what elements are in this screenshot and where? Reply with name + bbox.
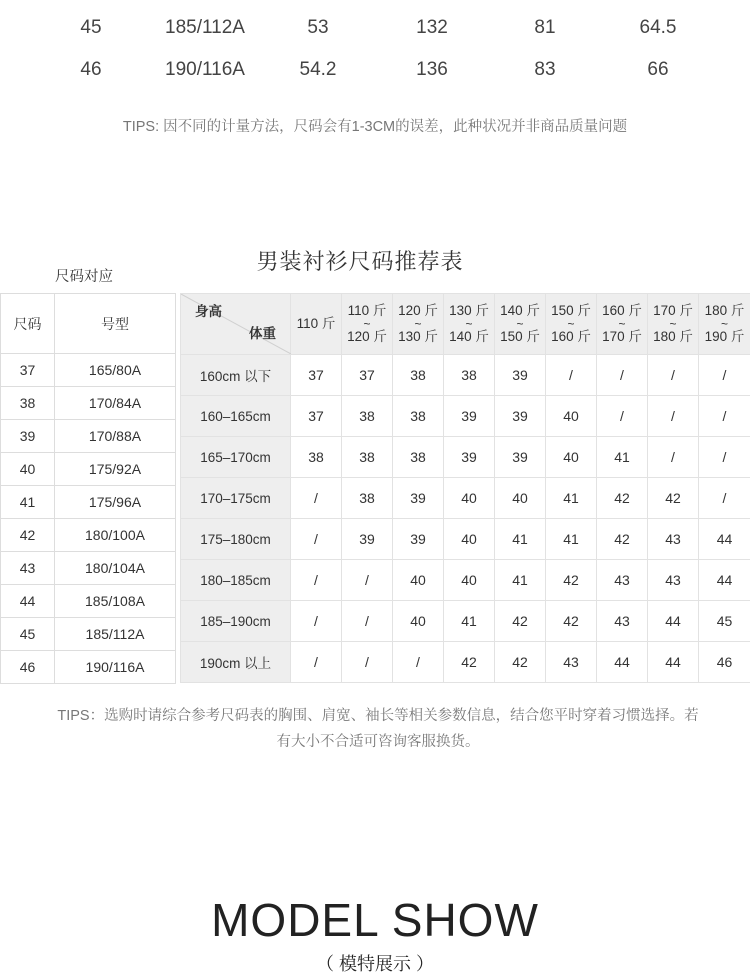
model-cell: 190/116A	[55, 651, 176, 684]
table-cell: 46	[80, 50, 101, 90]
table-row	[0, 50, 750, 90]
size-value-cell: 39	[342, 519, 393, 560]
size-value-cell: 42	[546, 560, 597, 601]
size-value-cell: 39	[495, 437, 546, 478]
weight-header-3	[444, 294, 495, 355]
weight-to: 120 斤	[342, 329, 392, 345]
size-value-cell: 42	[495, 601, 546, 642]
size-map-title: 尺码对应	[55, 265, 113, 286]
table-row	[1, 651, 176, 684]
size-value-cell: /	[342, 560, 393, 601]
model-cell: 170/84A	[55, 387, 176, 420]
size-cell: 43	[1, 552, 55, 585]
model-cell: 170/88A	[55, 420, 176, 453]
header-size: 尺码	[1, 294, 55, 354]
height-cell: 160–165cm	[181, 396, 291, 437]
size-value-cell: 40	[444, 560, 495, 601]
weight-to: 130 斤	[393, 329, 443, 345]
size-value-cell: 38	[393, 355, 444, 396]
table-cell: 53	[307, 8, 328, 48]
size-value-cell: 40	[546, 396, 597, 437]
corner-weight-label: 体重	[249, 326, 276, 342]
range-tilde: ~	[699, 319, 750, 329]
size-value-cell: /	[291, 560, 342, 601]
table-row	[181, 519, 750, 560]
height-cell: 160cm 以下	[181, 355, 291, 396]
size-value-cell: 41	[546, 519, 597, 560]
size-value-cell: 41	[546, 478, 597, 519]
size-value-cell: 38	[342, 437, 393, 478]
weight-to: 150 斤	[495, 329, 545, 345]
size-recommend-table	[180, 293, 750, 683]
size-value-cell: 40	[393, 601, 444, 642]
size-value-cell: 37	[291, 355, 342, 396]
height-cell: 190cm 以上	[181, 642, 291, 683]
table-cell: 54.2	[300, 50, 337, 90]
size-value-cell: /	[648, 355, 699, 396]
size-value-cell: /	[699, 396, 750, 437]
table-cell: 190/116A	[165, 50, 245, 90]
size-value-cell: 44	[648, 642, 699, 683]
weight-header-2	[393, 294, 444, 355]
table-cell: 81	[534, 8, 555, 48]
tips-line: TIPS：选购时请综合参考尺码表的胸围、肩宽、袖长等相关参数信息，结合您平时穿着习惯选择。若	[18, 703, 738, 729]
model-cell: 185/112A	[55, 618, 176, 651]
size-value-cell: /	[648, 396, 699, 437]
table-row	[1, 585, 176, 618]
size-cell: 44	[1, 585, 55, 618]
range-tilde: ~	[495, 319, 545, 329]
height-cell: 175–180cm	[181, 519, 291, 560]
weight-header-7	[648, 294, 699, 355]
size-value-cell: 42	[444, 642, 495, 683]
size-value-cell: 44	[648, 601, 699, 642]
size-value-cell: 42	[495, 642, 546, 683]
table-cell: 45	[80, 8, 101, 48]
size-value-cell: /	[393, 642, 444, 683]
table-row	[0, 8, 750, 48]
size-value-cell: 41	[597, 437, 648, 478]
weight-header-1	[342, 294, 393, 355]
size-value-cell: 38	[291, 437, 342, 478]
size-value-cell: /	[597, 355, 648, 396]
table-header-row	[1, 294, 176, 354]
model-cell: 165/80A	[55, 354, 176, 387]
size-cell: 46	[1, 651, 55, 684]
table-row	[181, 437, 750, 478]
weight-to: 160 斤	[546, 329, 596, 345]
size-value-cell: 44	[597, 642, 648, 683]
range-tilde: ~	[444, 319, 494, 329]
size-value-cell: 39	[444, 437, 495, 478]
size-value-cell: 43	[546, 642, 597, 683]
size-value-cell: 42	[597, 519, 648, 560]
size-value-cell: /	[342, 642, 393, 683]
range-tilde: ~	[648, 319, 698, 329]
size-value-cell: /	[291, 642, 342, 683]
size-value-cell: /	[342, 601, 393, 642]
table-cell: 132	[416, 8, 448, 48]
size-cell: 38	[1, 387, 55, 420]
size-value-cell: 41	[495, 519, 546, 560]
weight-to: 180 斤	[648, 329, 698, 345]
header-model: 号型	[55, 294, 176, 354]
weight-from: 160 斤	[597, 303, 647, 319]
size-value-cell: 39	[393, 519, 444, 560]
size-value-cell: 40	[495, 478, 546, 519]
table-row	[1, 552, 176, 585]
size-cell: 42	[1, 519, 55, 552]
weight-from: 130 斤	[444, 303, 494, 319]
size-value-cell: /	[699, 437, 750, 478]
size-value-cell: 40	[393, 560, 444, 601]
size-value-cell: 43	[648, 560, 699, 601]
size-value-cell: 37	[342, 355, 393, 396]
weight-from: 140 斤	[495, 303, 545, 319]
size-value-cell: /	[291, 519, 342, 560]
size-value-cell: 39	[393, 478, 444, 519]
table-row	[1, 618, 176, 651]
weight-from: 110 斤	[342, 303, 392, 319]
model-cell: 180/104A	[55, 552, 176, 585]
corner-cell	[181, 294, 291, 355]
range-tilde: ~	[393, 319, 443, 329]
weight-header-6	[597, 294, 648, 355]
size-value-cell: 44	[699, 560, 750, 601]
table-cell: 185/112A	[165, 8, 245, 48]
size-cell: 37	[1, 354, 55, 387]
size-value-cell: 42	[648, 478, 699, 519]
table-cell: 64.5	[640, 8, 677, 48]
size-value-cell: 46	[699, 642, 750, 683]
table-row	[1, 486, 176, 519]
size-value-cell: 38	[444, 355, 495, 396]
table-row	[181, 642, 750, 683]
table-row	[181, 560, 750, 601]
table-cell: 66	[647, 50, 668, 90]
model-cell: 175/92A	[55, 453, 176, 486]
size-value-cell: /	[699, 478, 750, 519]
size-cell: 41	[1, 486, 55, 519]
size-map-table	[0, 293, 176, 684]
size-value-cell: 38	[342, 478, 393, 519]
size-value-cell: 39	[495, 355, 546, 396]
size-value-cell: /	[291, 601, 342, 642]
table-row	[1, 453, 176, 486]
size-cell: 45	[1, 618, 55, 651]
tips-measurement-error: TIPS: 因不同的计量方法，尺码会有1-3CM的误差，此种状况并非商品质量问题	[0, 115, 750, 136]
page-title: 男装衬衫尺码推荐表	[0, 245, 720, 276]
weight-header-8	[699, 294, 750, 355]
size-cell: 40	[1, 453, 55, 486]
model-cell: 180/100A	[55, 519, 176, 552]
size-value-cell: 40	[444, 478, 495, 519]
size-value-cell: 38	[342, 396, 393, 437]
table-header-row	[181, 294, 750, 355]
range-tilde: ~	[597, 319, 647, 329]
size-value-cell: 43	[597, 601, 648, 642]
corner-height-label: 身高	[195, 304, 222, 320]
height-cell: 185–190cm	[181, 601, 291, 642]
weight-from: 170 斤	[648, 303, 698, 319]
size-value-cell: 43	[597, 560, 648, 601]
model-show-title: MODEL SHOW	[0, 893, 750, 947]
size-value-cell: 42	[546, 601, 597, 642]
weight-to: 170 斤	[597, 329, 647, 345]
table-row	[181, 601, 750, 642]
size-value-cell: /	[546, 355, 597, 396]
model-show-subtitle: （ 模特展示 ）	[0, 950, 750, 976]
tips-selection	[18, 703, 738, 755]
weight-header-5	[546, 294, 597, 355]
weight-to: 140 斤	[444, 329, 494, 345]
weight-header-0	[291, 294, 342, 355]
height-cell: 180–185cm	[181, 560, 291, 601]
size-value-cell: 37	[291, 396, 342, 437]
diagonal-divider-icon	[181, 294, 291, 354]
table-row	[181, 478, 750, 519]
size-value-cell: 39	[495, 396, 546, 437]
height-cell: 170–175cm	[181, 478, 291, 519]
size-value-cell: 44	[699, 519, 750, 560]
table-row	[181, 355, 750, 396]
size-value-cell: 40	[546, 437, 597, 478]
size-value-cell: 42	[597, 478, 648, 519]
size-value-cell: /	[291, 478, 342, 519]
size-value-cell: 39	[444, 396, 495, 437]
weight-from: 180 斤	[699, 303, 750, 319]
weight-from: 120 斤	[393, 303, 443, 319]
range-tilde: ~	[342, 319, 392, 329]
height-cell: 165–170cm	[181, 437, 291, 478]
size-value-cell: /	[597, 396, 648, 437]
table-cell: 83	[534, 50, 555, 90]
model-cell: 185/108A	[55, 585, 176, 618]
range-tilde: ~	[546, 319, 596, 329]
size-value-cell: 38	[393, 396, 444, 437]
size-value-cell: 43	[648, 519, 699, 560]
table-row	[181, 396, 750, 437]
size-value-cell: /	[648, 437, 699, 478]
size-value-cell: 40	[444, 519, 495, 560]
weight-header-4	[495, 294, 546, 355]
tips-line: 有大小不合适可咨询客服换货。	[18, 729, 738, 755]
size-value-cell: 38	[393, 437, 444, 478]
weight-from: 110 斤	[291, 316, 341, 332]
table-row	[1, 420, 176, 453]
weight-to: 190 斤	[699, 329, 750, 345]
size-value-cell: 41	[495, 560, 546, 601]
size-value-cell: 45	[699, 601, 750, 642]
weight-from: 150 斤	[546, 303, 596, 319]
table-row	[1, 354, 176, 387]
size-value-cell: /	[699, 355, 750, 396]
table-cell: 136	[416, 50, 448, 90]
table-row	[1, 387, 176, 420]
size-cell: 39	[1, 420, 55, 453]
model-cell: 175/96A	[55, 486, 176, 519]
size-value-cell: 41	[444, 601, 495, 642]
table-row	[1, 519, 176, 552]
